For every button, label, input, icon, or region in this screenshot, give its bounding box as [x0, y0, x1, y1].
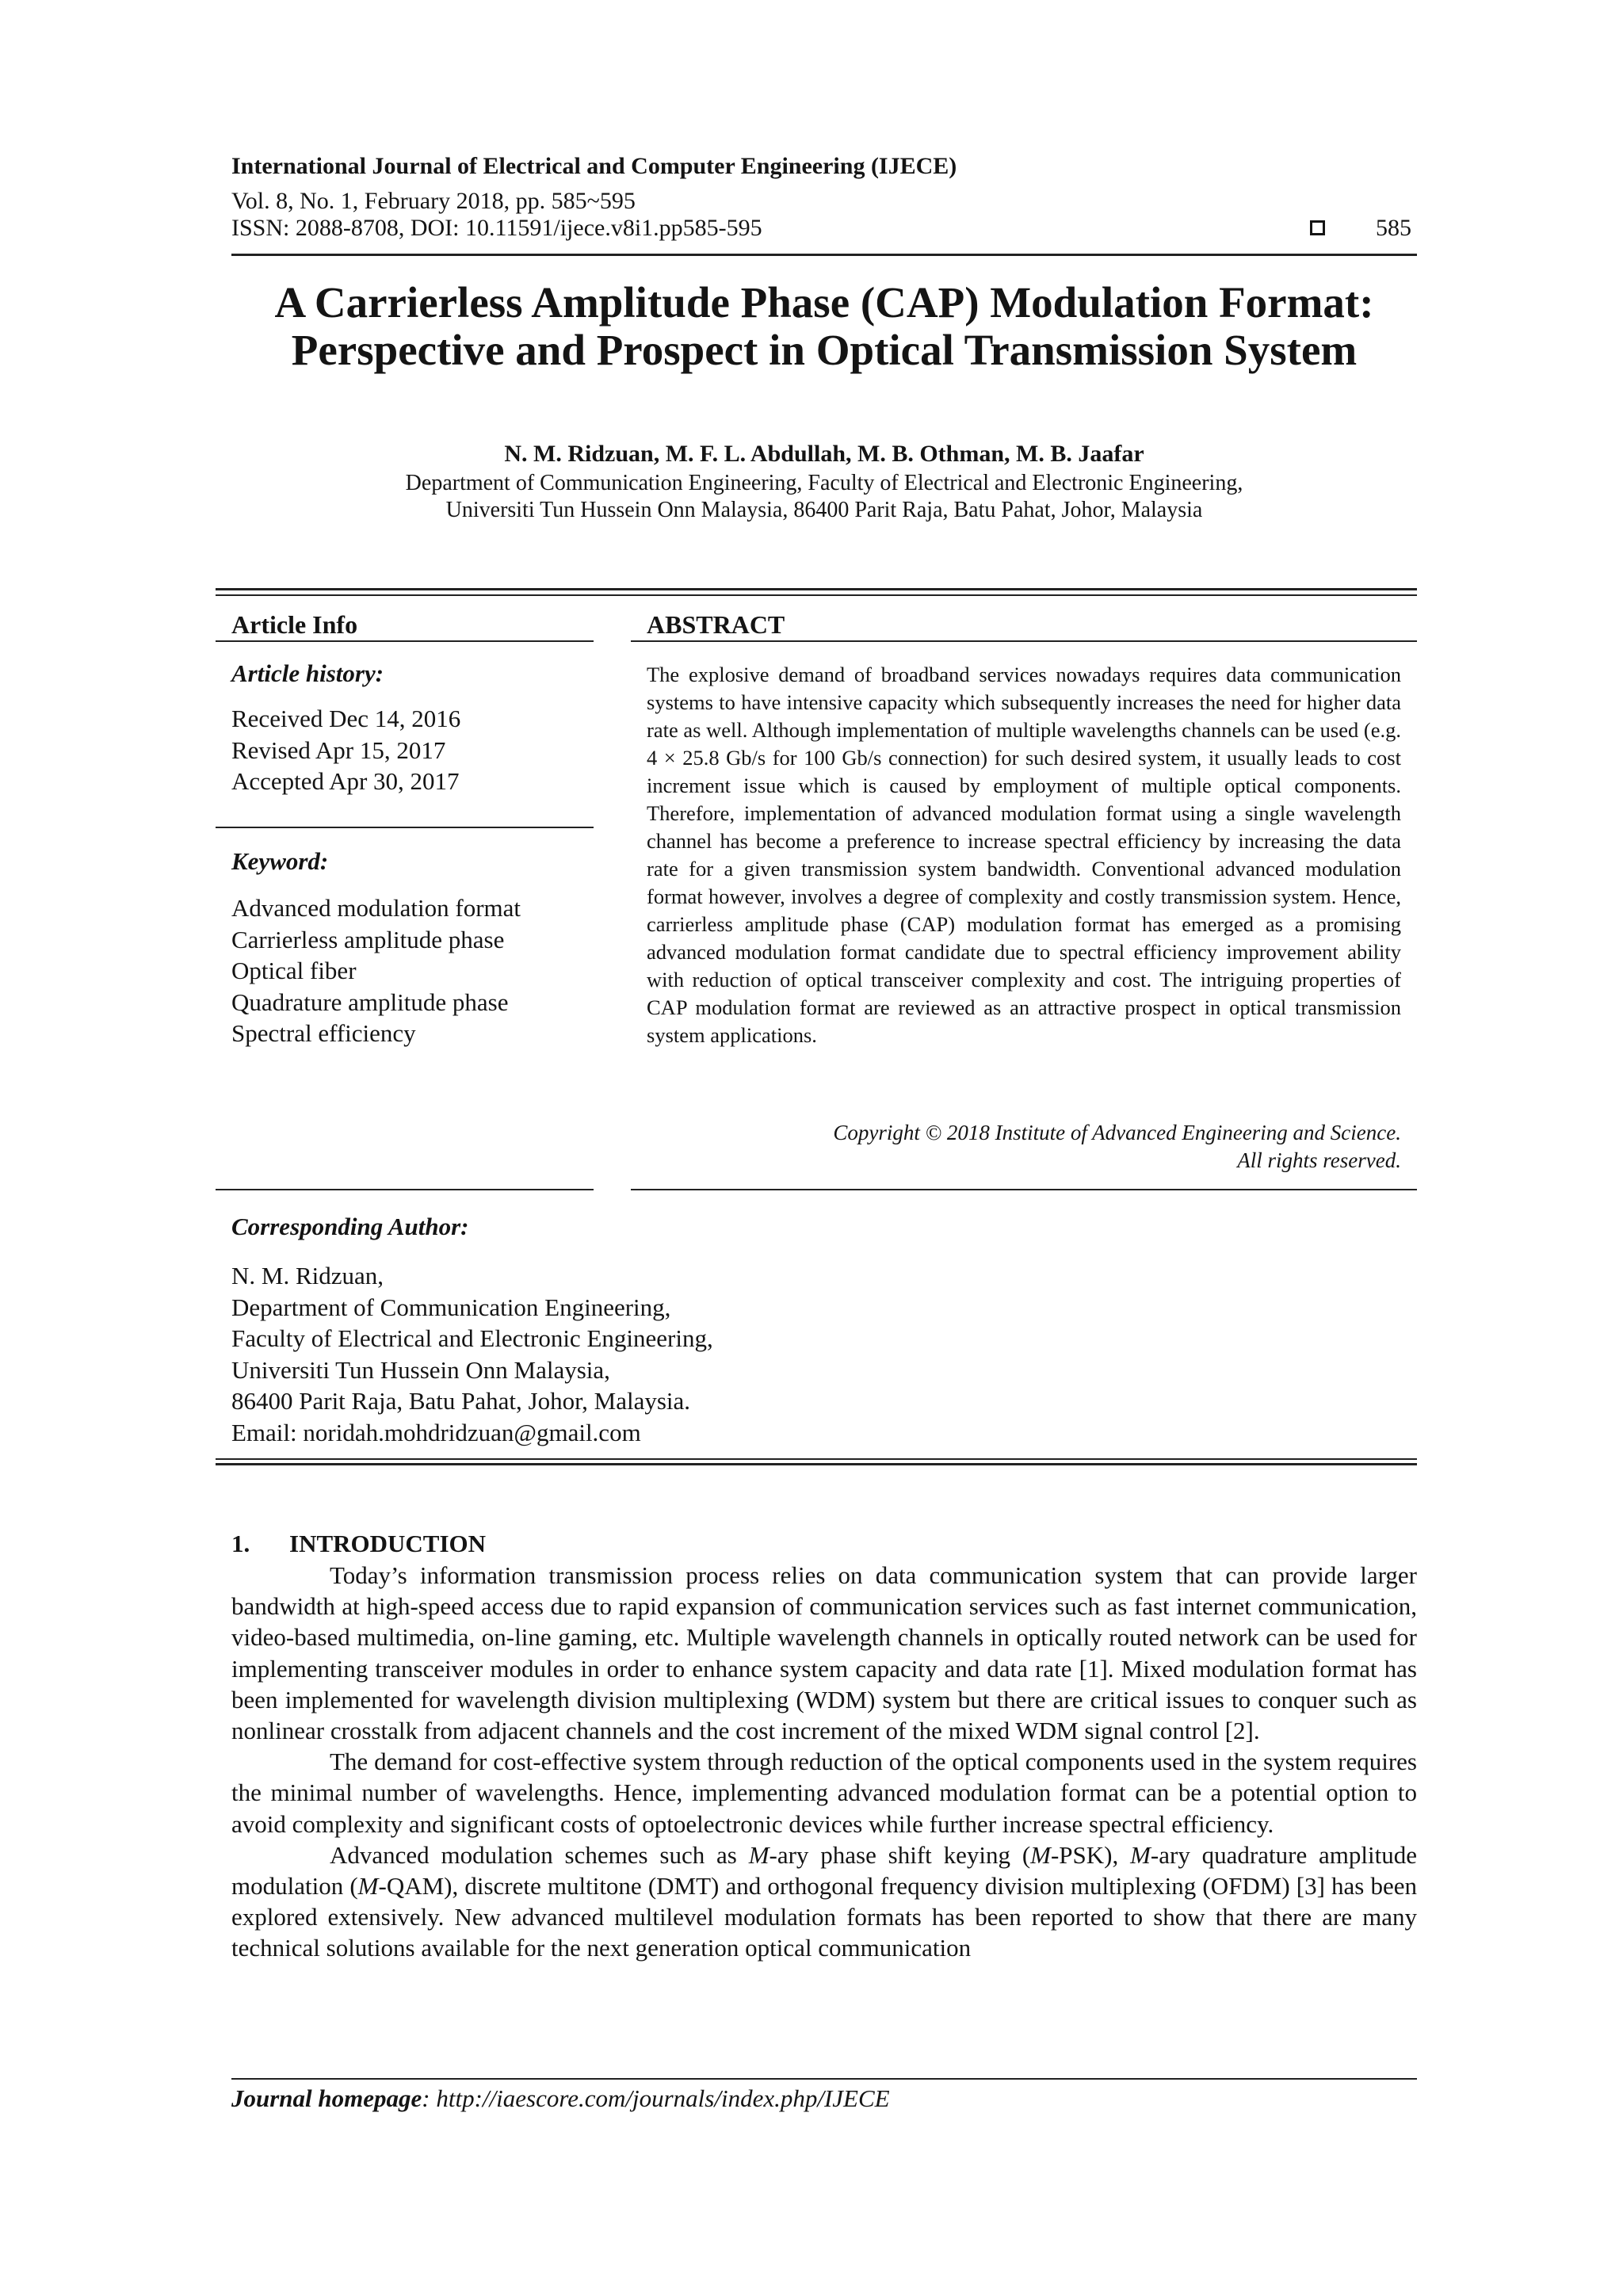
history-revised: Revised Apr 15, 2017: [231, 735, 446, 764]
article-history-list: [231, 703, 460, 797]
author-department: Department of Communication Engineering,: [231, 1293, 671, 1321]
keyword-item: Spectral efficiency: [231, 1019, 416, 1047]
keyword-item: Advanced modulation format: [231, 894, 521, 922]
corresponding-author-heading: Corresponding Author:: [231, 1213, 469, 1240]
history-accepted: Accepted Apr 30, 2017: [231, 767, 460, 795]
section-heading: [231, 1530, 486, 1558]
homepage-label: Journal homepage: [231, 2084, 422, 2112]
journal-homepage: [231, 2084, 890, 2113]
keyword-heading: Keyword:: [231, 847, 329, 875]
info-bottom-rule: [216, 1458, 1417, 1460]
author-list: N. M. Ridzuan, M. F. L. Abdullah, M. B. Othman, M. B. Jaafar: [504, 441, 1144, 467]
header-rule: [231, 254, 1417, 256]
checkbox-square-icon: [1310, 220, 1325, 235]
affiliation-line-1: Department of Communication Engineering, Faculty of Electrical and Electronic Engineering,: [405, 471, 1243, 495]
author-name: N. M. Ridzuan,: [231, 1262, 384, 1289]
author-faculty: Faculty of Electrical and Electronic Engineering,: [231, 1324, 713, 1352]
author-address: 86400 Parit Raja, Batu Pahat, Johor, Malaysia.: [231, 1387, 691, 1415]
abstract-text: The explosive demand of broadband services nowadays requires data communication systems to have intensive capacity which subsequently increases the need for higher data rate as well. Although implementation of multiple wavelengths channels can be used (e.g. 4 × 25.8 Gb/s for 100 Gb/s connection) for such desired system, it usually leads to cost increment issue which is caused by employment of multiple optical components. Therefore, implementation of advanced modulation format using a single wavelength channel has become a preference to increase spectral efficiency by increasing the data rate for a given transmission system bandwidth. Conventional advanced modulation format however, involves a degree of complexity and costly transmission system. Hence, carrierless amplitude phase (CAP) modulation format has emerged as a promising advanced modulation format candidate due to spectral efficiency improvement ability with reduction of optical transceiver complexity and cost. The intriguing properties of CAP modulation format are reviewed as an attractive prospect in optical transmission system applications.: [647, 663, 1401, 1047]
section-title: INTRODUCTION: [289, 1530, 487, 1557]
keyword-list: [231, 892, 521, 1049]
left-bottom-rule: [216, 1189, 594, 1190]
keyword-item: Quadrature amplitude phase: [231, 988, 509, 1016]
keyword-item: Optical fiber: [231, 957, 357, 984]
abstract-rule: [631, 640, 1417, 642]
affiliation-line-2: Universiti Tun Hussein Onn Malaysia, 86400 Parit Raja, Batu Pahat, Johor, Malaysia: [445, 498, 1203, 522]
author-email: Email: noridah.mohdridzuan@gmail.com: [231, 1418, 641, 1446]
author-university: Universiti Tun Hussein Onn Malaysia,: [231, 1355, 610, 1384]
article-info-heading: Article Info: [231, 610, 358, 639]
right-bottom-rule: [631, 1189, 1417, 1190]
title-line-2: Perspective and Prospect in Optical Transmission System: [291, 326, 1358, 374]
abstract-heading: ABSTRACT: [647, 610, 785, 639]
history-received: Received Dec 14, 2016: [231, 705, 461, 732]
copyright-line-1: Copyright © 2018 Institute of Advanced Engineering and Science.: [833, 1121, 1401, 1144]
info-bottom-rule-2: [216, 1463, 1417, 1465]
corresponding-author-details: [231, 1260, 713, 1448]
info-top-rule-2: [216, 594, 1417, 596]
copyright-notice: [647, 1119, 1401, 1175]
volume-info: Vol. 8, No. 1, February 2018, pp. 585~595: [231, 188, 636, 214]
article-info-rule: [216, 640, 594, 642]
footer-rule: [231, 2078, 1417, 2080]
info-top-rule: [216, 588, 1417, 590]
introduction-body: [231, 1560, 1417, 1964]
paragraph: Advanced modulation schemes such as M-ary phase shift keying (M-PSK), M-ary quadrature amplitude modulation (M-QAM), discrete multitone (DMT) and orthogonal frequency division multiplexing (OFDM) [3] has been explored extensively. New advanced multilevel modulation formats has been reported to show that there are many technical solutions available for the next generation optical communication: [231, 1840, 1417, 1962]
paragraph: Today’s information transmission process relies on data communication system that can provide larger bandwidth at high-speed access due to rapid expansion of communication services such as fast internet communication, video-based multimedia, on-line gaming, etc. Multiple wavelength channels in optically routed network can be used for implementing transceiver modules in order to enhance system capacity and data rate [1]. Mixed modulation format has been implemented for wavelength division multiplexing (WDM) system but there are critical issues to conquer such as nonlinear crosstalk from adjacent channels and the cost increment of the mixed WDM signal control [2].: [231, 1561, 1417, 1745]
keyword-item: Carrierless amplitude phase: [231, 925, 505, 953]
paragraph: The demand for cost-effective system through reduction of the optical components used in the system requires the minimal number of wavelengths. Hence, implementing advanced modulation format can be a potential option to avoid complexity and significant costs of optoelectronic devices while further increase spectral efficiency.: [231, 1748, 1417, 1838]
section-number: 1.: [231, 1530, 250, 1557]
title-line-1: A Carrierless Amplitude Phase (CAP) Modulation Format:: [274, 278, 1374, 327]
history-rule: [216, 827, 594, 828]
homepage-url[interactable]: : http://iaescore.com/journals/index.php/IJECE: [422, 2084, 890, 2112]
copyright-line-2: All rights reserved.: [1237, 1148, 1401, 1172]
paper-title: [231, 279, 1417, 374]
issn-doi: ISSN: 2088-8708, DOI: 10.11591/ijece.v8i1.pp585-595: [231, 215, 762, 241]
article-history-heading: Article history:: [231, 659, 384, 687]
page-number: 585: [1376, 215, 1411, 241]
journal-name: International Journal of Electrical and Computer Engineering (IJECE): [231, 153, 957, 179]
